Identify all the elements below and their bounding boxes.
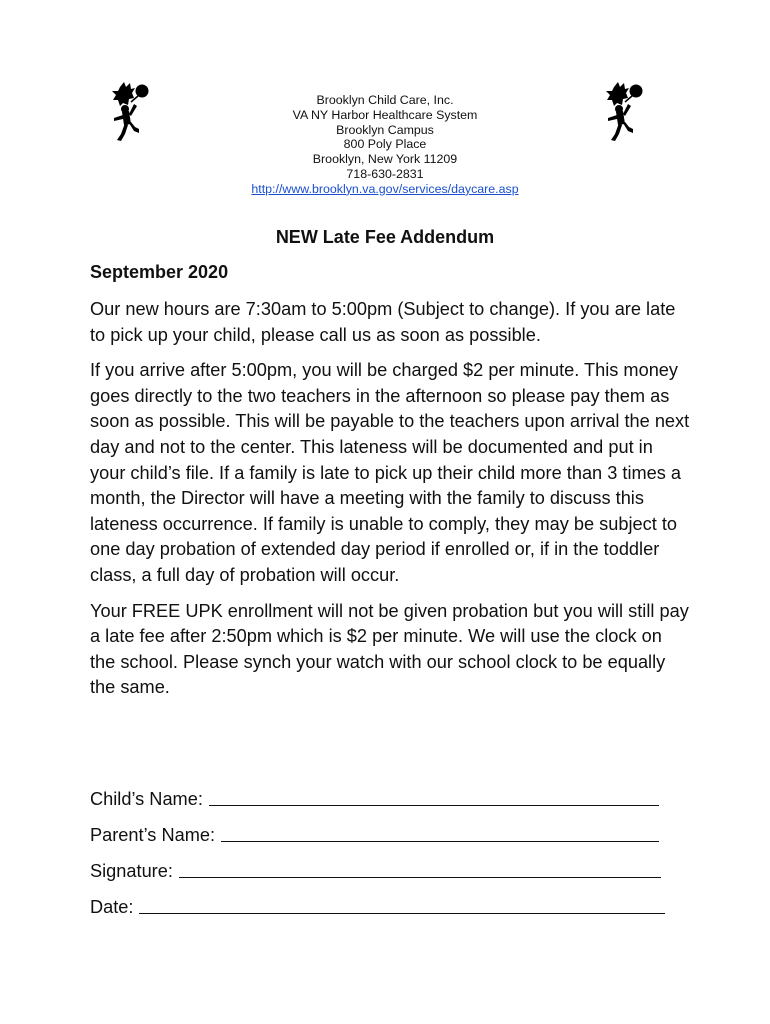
body-text (90, 297, 690, 711)
parent-name-label: Parent’s Name: (90, 825, 216, 845)
signature-label: Signature: (90, 861, 173, 881)
signature-field[interactable] (179, 857, 661, 878)
child-name-label: Child’s Name: (90, 789, 203, 809)
child-name-row (90, 774, 690, 810)
parent-name-field[interactable] (221, 821, 659, 842)
document-title: NEW Late Fee Addendum (275, 227, 495, 247)
parent-name-row (90, 810, 690, 846)
document-date: September 2020 (90, 262, 229, 282)
letterhead (185, 93, 585, 197)
date-row (90, 882, 690, 918)
website-link[interactable]: http://www.brooklyn.va.gov/services/daycare.asp (251, 181, 519, 196)
signature-form (90, 774, 690, 918)
street-address: 800 Poly Place (343, 137, 427, 152)
org-name: Brooklyn Child Care, Inc. (316, 93, 454, 107)
date-label: Date: (90, 897, 134, 917)
campus-name: Brooklyn Campus (336, 122, 434, 137)
child-with-balloon-icon (598, 78, 646, 144)
hours-paragraph: Our new hours are 7:30am to 5:00pm (Subject to change). If you are late to pick up your child, please call us as soon as possible. (90, 299, 676, 345)
upk-paragraph: Your FREE UPK enrollment will not be given probation but you will still pay a late fee after 2:50pm which is $2 per minute. We will use the clock on the school. Please synch your watch with our school clock to be equally the same. (90, 600, 689, 698)
healthcare-system: VA NY Harbor Healthcare System (292, 107, 478, 122)
phone-number: 718-630-2831 (346, 166, 424, 181)
late-fee-paragraph: If you arrive after 5:00pm, you will be charged $2 per minute. This money goes directly to the two teachers in the afternoon so please pay them as soon as possible. This will be payable to the teachers upon arrival the next day and not to the center. This lateness will be documented and put in your child’s file. If a family is late to pick up their child more than 3 times a month, the Director will have a meeting with the family to discuss this lateness occurrence. If family is unable to comply, they may be subject to one day probation of extended day period if enrolled or, if in the toddler class, a full day of probation will occur. (90, 360, 690, 585)
signature-row (90, 846, 690, 882)
date-field[interactable] (139, 893, 665, 914)
city-address: Brooklyn, New York 11209 (312, 152, 458, 167)
child-name-field[interactable] (209, 785, 659, 806)
child-with-balloon-icon (104, 78, 152, 144)
